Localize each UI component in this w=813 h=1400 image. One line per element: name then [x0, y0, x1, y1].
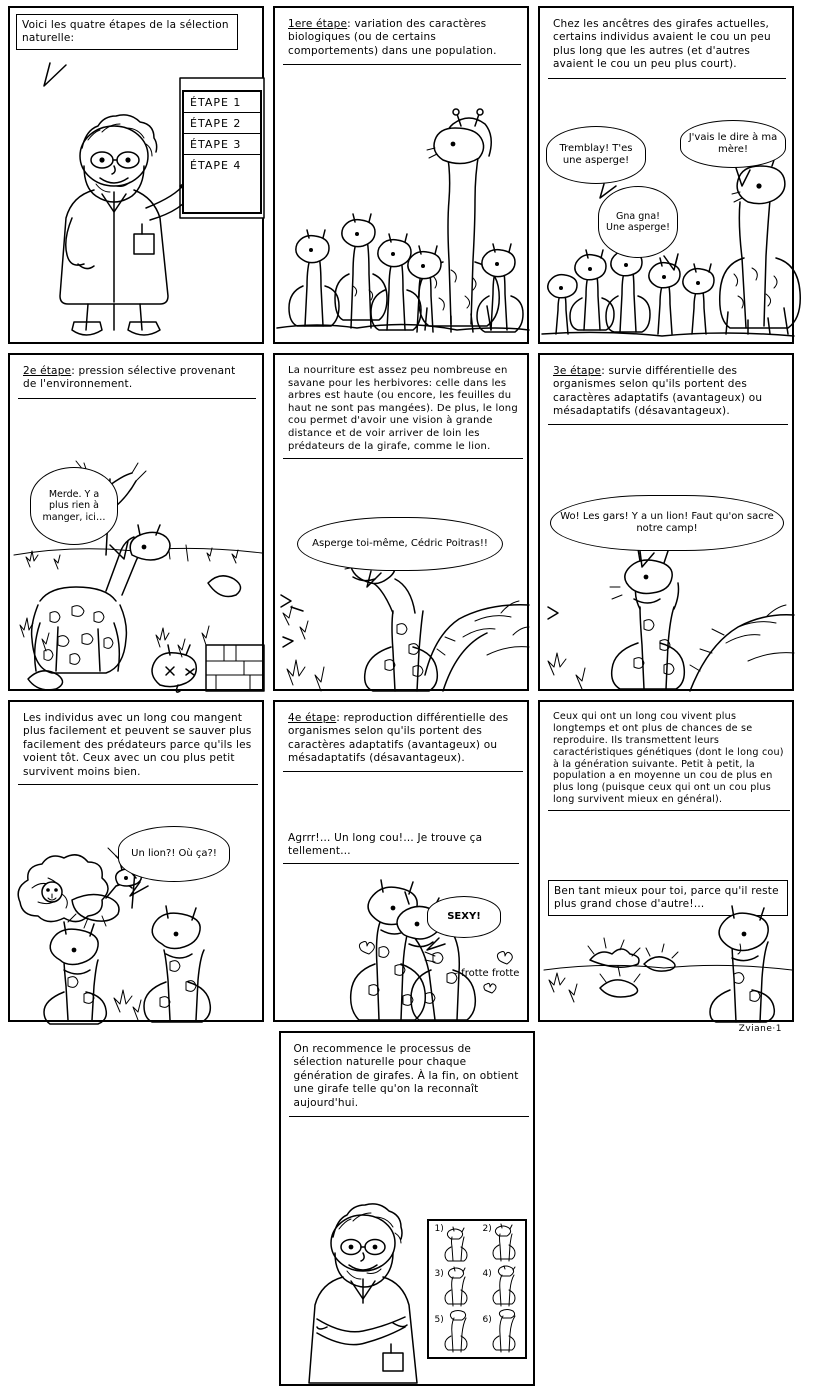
panel-8	[273, 700, 529, 1022]
panel-5-caption: La nourriture est assez peu nombreuse en savane pour les herbivores: celle dans les arbres est haute (ou encore, les feuilles du haut ne sont pas mangées). De plus, le long cou permet d'avoir une vision à grande distance et de voir arriver de loin les prédateurs de la girafe, comme le lion.	[283, 361, 523, 459]
panel-3-bubble-3: Gna gna! Une asperge!	[598, 186, 678, 258]
panel-7	[8, 700, 264, 1022]
panel-10-caption: On recommence le processus de sélection naturelle pour chaque génération de girafes. À la fin, on obtient une girafe telle qu'on la reconnaît aujourd'hui.	[289, 1039, 529, 1117]
artist-signature: Zviane·1	[738, 1024, 782, 1034]
panel-4	[8, 353, 264, 691]
panel-8-caption-label: 4e étape	[288, 712, 337, 724]
chart-cell-5	[429, 1312, 477, 1357]
panel-9	[538, 700, 794, 1034]
panel-10	[279, 1031, 535, 1386]
comic-row-1	[8, 6, 805, 344]
panel-2	[273, 6, 529, 344]
panel-6-bubble-1: Wo! Les gars! Y a un lion! Faut qu'on sacre notre camp!	[550, 495, 784, 551]
panel-1	[8, 6, 264, 344]
chart-cell-2-label: 2)	[482, 1224, 492, 1234]
panel-3	[538, 6, 794, 344]
panel-3-caption: Chez les ancêtres des girafes actuelles, certains individus avaient le cou un peu plus long que les autres (et d'autres avaient le cou un peu plus court).	[548, 14, 786, 79]
panel-8-sfx: – frotte frotte	[453, 968, 520, 979]
chart-cell-1	[429, 1221, 477, 1266]
panel-5	[273, 353, 529, 691]
board-step-4: ÉTAPE 4	[190, 159, 242, 172]
comic-row-2	[8, 353, 805, 691]
board-step-1: ÉTAPE 1	[184, 92, 260, 113]
panel-6-caption-label: 3e étape	[553, 365, 602, 377]
panel-4-bubble-1: Merde. Y a plus rien à manger, ici…	[30, 467, 118, 545]
panel-10-giraffe-chart	[427, 1219, 527, 1359]
panel-4-caption-label: 2e étape	[23, 365, 72, 377]
chart-cell-5-label: 5)	[434, 1314, 444, 1325]
comic-row-4	[8, 1031, 805, 1386]
chart-cell-6-label: 6)	[482, 1314, 492, 1325]
panel-8-bubble-1: Agrrr!… Un long cou!… Je trouve ça tellement…	[283, 828, 519, 864]
panel-7-bubble-1: Un lion?! Où ça?!	[118, 826, 230, 882]
panel-9-bubble-1: Ben tant mieux pour toi, parce qu'il reste plus grand chose d'autre!…	[548, 880, 788, 916]
panel-2-caption-label: 1ere étape	[288, 18, 348, 30]
panel-2-caption-text: : variation des caractères biologiques (ou de certains comportements) dans une population.	[288, 18, 497, 57]
panel-2-art	[275, 8, 531, 346]
chart-cell-1-label: 1)	[434, 1224, 444, 1234]
panel-8-bubble-2: SEXY!	[427, 896, 501, 938]
panel-1-blackboard	[182, 90, 262, 214]
chart-cell-3	[429, 1266, 477, 1311]
panel-3-bubble-1: Tremblay! T'es une asperge!	[546, 126, 646, 184]
board-step-2: ÉTAPE 2	[184, 113, 260, 134]
panel-8-caption-text: : reproduction différentielle des organismes selon qu'ils portent des caractères adaptatifs (avantageux) ou mésadaptatifs (désavantageux).	[288, 712, 509, 765]
panel-6-caption-text: : survie différentielle des organismes selon qu'ils portent des caractères adaptatifs (avantageux) ou mésadaptatifs (désavantageux).	[553, 365, 763, 418]
chart-cell-2	[477, 1221, 525, 1266]
panel-5-bubble-1: Asperge toi-même, Cédric Poitras!!	[297, 517, 503, 571]
board-step-3: ÉTAPE 3	[184, 134, 260, 155]
chart-cell-6	[477, 1312, 525, 1357]
comic-row-3	[8, 700, 805, 1034]
chart-cell-3-label: 3)	[434, 1269, 444, 1280]
panel-9-caption: Ceux qui ont un long cou vivent plus longtemps et ont plus de chances de se reproduire. Ils transmettent leurs caractéristiques génétiques (dont le long cou) à la génération suivante. Petit à petit, la population a en moyenne un cou de plus en plus long (puisque ceux qui ont un cou plus long survivent mieux en général).	[548, 707, 790, 811]
panel-6	[538, 353, 794, 691]
chart-cell-4	[477, 1266, 525, 1311]
panel-1-caption: Voici les quatre étapes de la sélection naturelle:	[16, 14, 238, 50]
panel-4-caption-text: : pression sélective provenant de l'environnement.	[23, 365, 236, 391]
panel-9-art	[540, 702, 796, 1024]
chart-cell-4-label: 4)	[482, 1269, 492, 1280]
panel-7-caption: Les individus avec un long cou mangent plus facilement et peuvent se sauver plus facilement des prédateurs parce qu'ils les voient tôt. Ceux avec un cou plus petit survivent moins bien.	[18, 708, 258, 785]
panel-3-bubble-2: J'vais le dire à ma mère!	[680, 120, 786, 168]
